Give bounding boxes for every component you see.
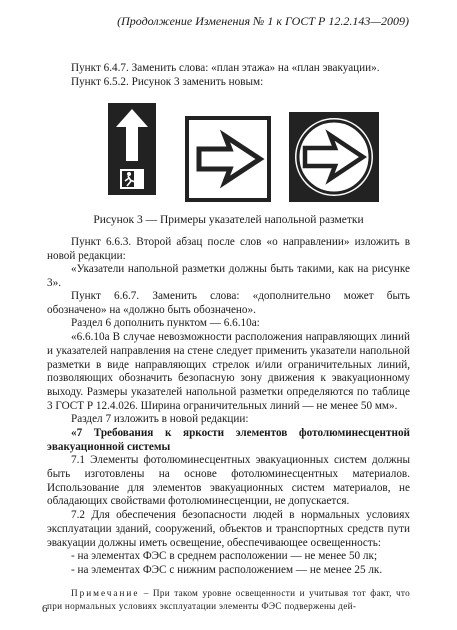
paragraph-6-6-3: Пункт 6.6.3. Второй абзац после слов «о направлении» изложить в новой редакции: — [47, 236, 410, 262]
note-label: Примечание — [71, 588, 140, 598]
paragraph-quote-1: «Указатели напольной разметки должны быть такими, как на рисунке 3». — [47, 263, 410, 289]
paragraph-7-2: 7.2 Для обеспечения безопасности людей в нормальных условиях эксплуатации зданий, сооружений, объектов и транспортных средств пути эвакуации должны иметь освещение, обеспечивающее освещенность: — [47, 509, 410, 549]
section-7-title: «7 Требования к яркости элементов фотолюминесцентной эвакуационной системы — [47, 427, 410, 453]
arrow-square-sign — [185, 116, 271, 202]
list-item-1: - на элементах ФЭС в среднем расположении — не менее 50 лк; — [71, 550, 378, 562]
arrow-circle-sign — [289, 112, 379, 202]
paragraph-6-6-10a: «6.6.10а В случае невозможности расположения направляющих линий и указателей направления на стене следует применить указатели напольной разметки в виде направляющих стрелок и/или ограничительных линий, позволяющих обозначить безопасную зону движения к эвакуационному выходу. Размеры указателей напольной разметки определяются по таблице 3 ГОСТ Р 12.4.026. Ширина ограничительных линий — не менее 50 мм». — [47, 331, 410, 412]
paragraph-6-6-7: Пункт 6.6.7. Заменить слова: «дополнительно может быть обозначено» на «должно быть обозначено». — [47, 290, 410, 316]
exit-arrow-sign — [108, 103, 156, 195]
paragraph-section-7: Раздел 7 изложить в новой редакции: — [71, 413, 249, 425]
figure-caption: Рисунок 3 — Примеры указателей напольной разметки — [93, 214, 364, 226]
amendment-line-2: Пункт 6.5.2. Рисунок 3 заменить новым: — [71, 76, 264, 88]
paragraph-7-1: 7.1 Элементы фотолюминесцентных эвакуационных систем должны быть изготовлены на основе фотолюминесцентных материалов. Использование для элементов эвакуационных систем материалов, не обладающих свойствами фотолюминесценции, не допускается. — [47, 454, 410, 508]
running-header: (Продолжение Изменения № 1 к ГОСТ Р 12.2.143—2009) — [117, 14, 409, 28]
amendment-line-1: Пункт 6.4.7. Заменить слова: «план этажа» на «план эвакуации». — [71, 62, 380, 74]
note — [47, 587, 410, 612]
page-number: 6 — [42, 603, 48, 615]
list-item-2: - на элементах ФЭС с нижним расположением — не менее 25 лк. — [71, 564, 383, 576]
note-text: – При таком уровне освещенности и учитывая тот факт, что при нормальных условиях эксплуатации элементы ФЭС подвержены дей- — [47, 588, 410, 611]
paragraph-section-6: Раздел 6 дополнить пунктом — 6.6.10а: — [71, 317, 260, 329]
